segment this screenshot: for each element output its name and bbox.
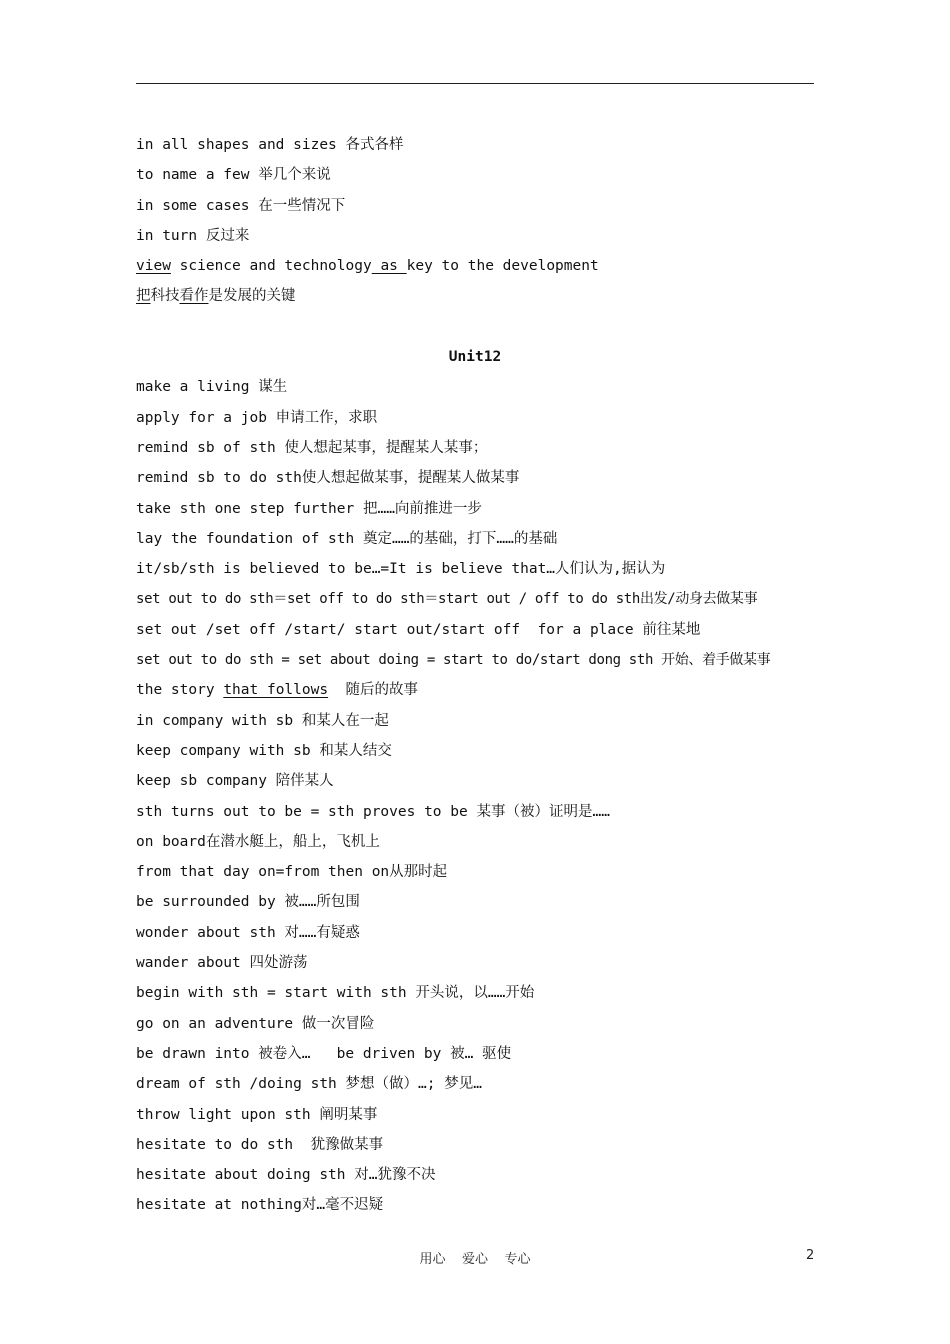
phrase-line: keep company with sb 和某人结交 <box>136 742 392 759</box>
phrase-line: it/sb/sth is believed to be…=It is believe that…人们认为,据认为 <box>136 561 666 578</box>
story-text: the story <box>136 682 224 699</box>
underlined-view: view <box>136 258 171 275</box>
translation-text: 科技 <box>150 288 180 305</box>
underlined-kanzuo: 看作 <box>179 288 209 305</box>
phrase-line: hesitate to do sth 犹豫做某事 <box>136 1136 384 1153</box>
phrase-line: keep sb company 陪伴某人 <box>136 773 334 790</box>
phrase-line: remind sb to do sth使人想起做某事，提醒某人做某事 <box>136 470 520 487</box>
phrase-line: go on an adventure 做一次冒险 <box>136 1015 375 1032</box>
story-translation: 随后的故事 <box>328 682 419 699</box>
view-line-end: key to the development <box>406 258 599 275</box>
phrase-line: in turn 反过来 <box>136 227 250 244</box>
header-rule <box>136 83 814 84</box>
unit-heading: Unit12 <box>448 349 502 366</box>
underlined-ba: 把 <box>136 288 151 305</box>
phrase-line: from that day on=from then on从那时起 <box>136 864 448 881</box>
phrase-line: in all shapes and sizes 各式各样 <box>136 137 404 153</box>
phrase-line: throw light upon sth 阐明某事 <box>136 1106 378 1123</box>
page-number: 2 <box>806 1248 815 1263</box>
phrase-line: be surrounded by 被……所包围 <box>136 894 360 911</box>
phrase-line: remind sb of sth 使人想起某事，提醒某人某事； <box>136 439 488 456</box>
phrase-line: wonder about sth 对……有疑惑 <box>136 924 360 941</box>
phrase-line: set out /set off /start/ start out/start off for a place 前往某地 <box>136 621 701 638</box>
phrase-line: take sth one step further 把……向前推进一步 <box>136 500 482 517</box>
phrase-line: in some cases 在一些情况下 <box>136 197 346 214</box>
phrase-line: set out to do sth＝set off to do sth＝start out / off to do sth出发/动身去做某事 <box>136 591 758 608</box>
phrase-line-view <box>136 251 826 281</box>
view-line-text: science and technology <box>170 258 372 275</box>
phrase-line-translation <box>136 281 826 311</box>
footer-motto: 用心 爱心 专心 <box>419 1252 531 1267</box>
underlined-as: as <box>371 258 407 275</box>
phrase-line: in company with sb 和某人在一起 <box>136 712 389 729</box>
vocabulary-list <box>136 130 826 1221</box>
translation-end: 是发展的关键 <box>208 288 296 305</box>
phrase-line: be drawn into 被卷入… be driven by 被… 驱使 <box>136 1045 512 1062</box>
phrase-line: begin with sth = start with sth 开头说，以……开始 <box>136 985 535 1002</box>
phrase-line: to name a few 举几个来说 <box>136 167 331 184</box>
phrase-line: sth turns out to be = sth proves to be 某事（被）证明是…… <box>136 803 610 820</box>
page-footer <box>0 1248 950 1268</box>
phrase-line: hesitate at nothing对…毫不迟疑 <box>136 1197 384 1214</box>
phrase-line: lay the foundation of sth 奠定……的基础，打下……的基础 <box>136 530 558 547</box>
phrase-line-story <box>136 675 826 705</box>
phrase-line: make a living 谋生 <box>136 379 288 396</box>
phrase-line: wander about 四处游荡 <box>136 955 308 972</box>
underlined-that-follows: that follows <box>223 682 329 699</box>
phrase-line: on board在潜水艇上，船上，飞机上 <box>136 833 380 850</box>
phrase-line: apply for a job 申请工作，求职 <box>136 409 378 426</box>
phrase-line: hesitate about doing sth 对…犹豫不决 <box>136 1167 436 1184</box>
blank-line <box>136 312 826 342</box>
phrase-line: set out to do sth = set about doing = start to do/start dong sth 开始、着手做某事 <box>136 652 771 669</box>
phrase-line: dream of sth /doing sth 梦想（做）…; 梦见… <box>136 1076 482 1093</box>
